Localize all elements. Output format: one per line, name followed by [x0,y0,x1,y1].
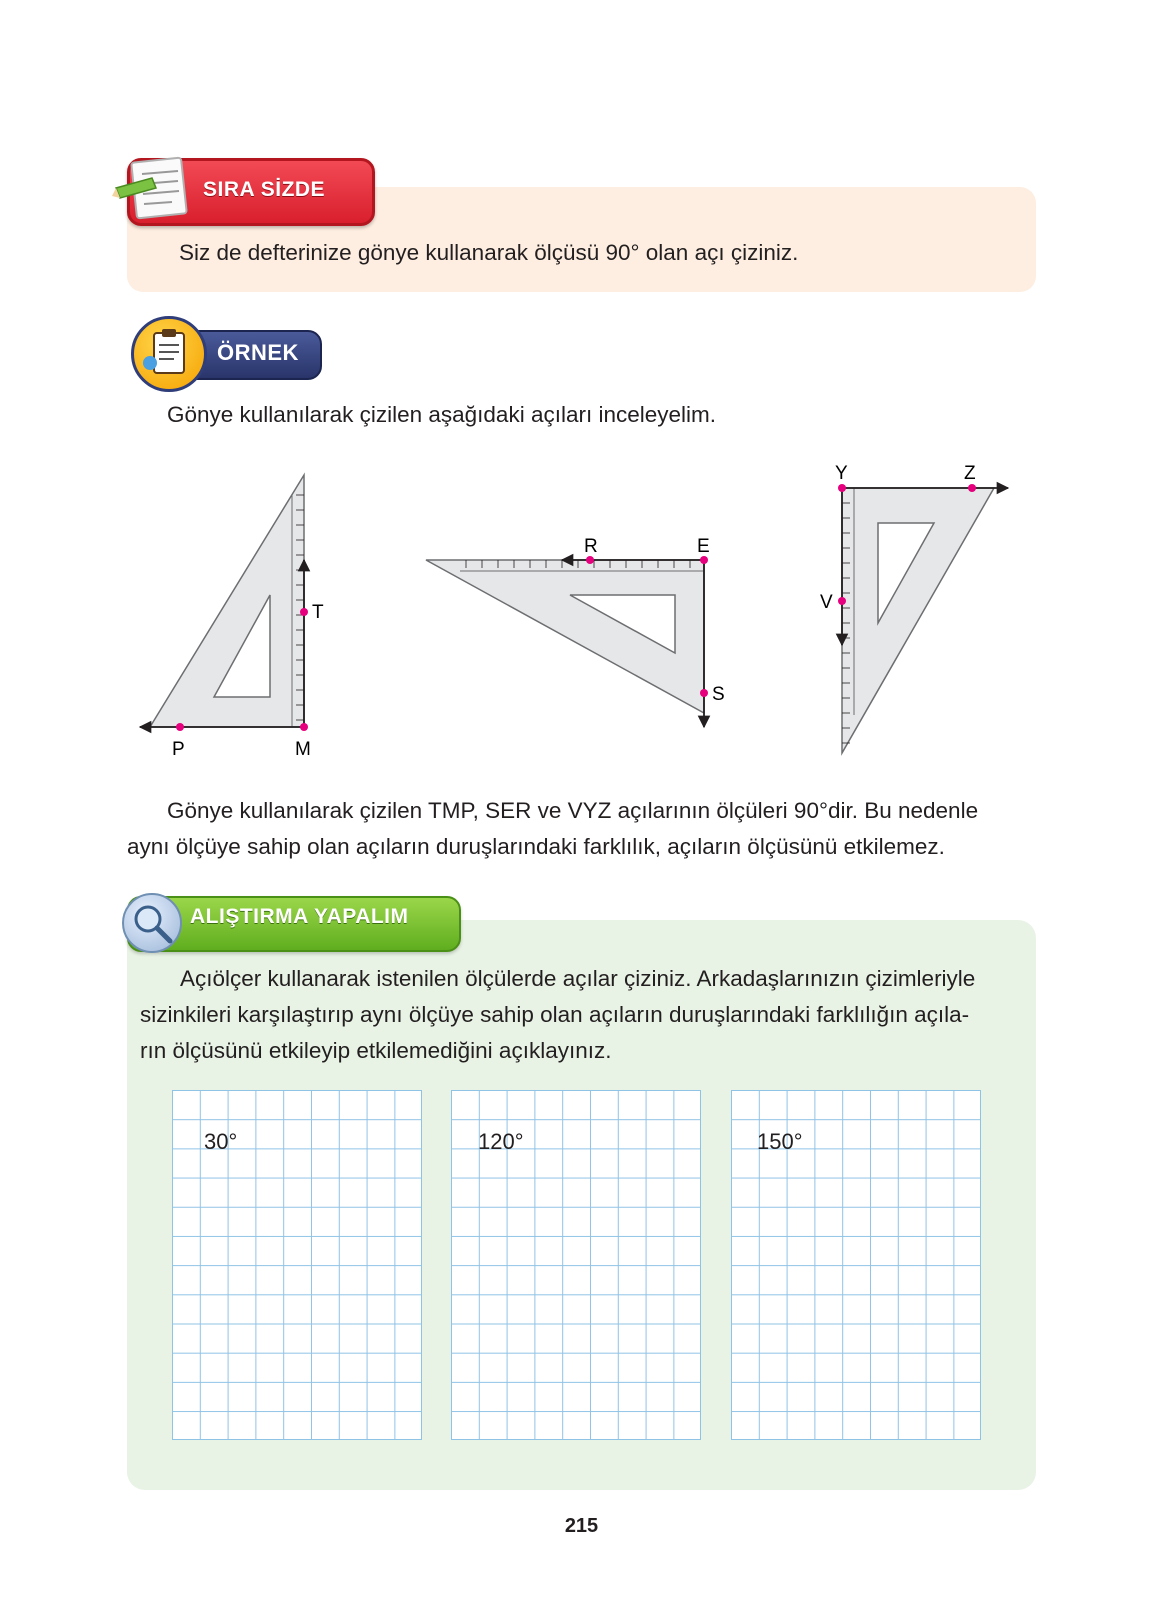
ornek-paragraph-line-2: aynı ölçüye sahip olan açıların duruşlarındaki farklılık, açıların ölçüsünü etkilemez. [127,834,945,859]
label-e: E [697,536,710,557]
label-m: M [295,739,311,760]
label-z: Z [964,465,976,484]
label-v: V [820,592,833,613]
label-p: P [172,739,185,760]
sira-sizde-text: Siz de defterinize gönye kullanarak ölçüsü 90° olan açı çiziniz. [179,240,799,265]
ornek-paragraph-line-1: Gönye kullanılarak çizilen TMP, SER ve VYZ açılarının ölçüleri 90°dir. Bu nedenle [167,798,979,823]
set-square-tmp [140,475,324,760]
sira-sizde-title: SIRA SİZDE [203,178,326,201]
magnifier-icon [122,893,182,953]
grid-label-150: 150° [757,1129,803,1154]
label-s: S [712,684,725,705]
ornek-title: ÖRNEK [217,340,299,365]
grid-label-30: 30° [204,1129,238,1154]
alistirma-title: ALIŞTIRMA YAPALIM [190,905,409,928]
label-r: R [584,536,598,557]
alistirma-line-1: Açıölçer kullanarak istenilen ölçülerde açılar çiziniz. Arkadaşlarınızın çizimleriyle [180,966,976,991]
page-number: 215 [564,1515,599,1537]
alistirma-line-2: sizinkileri karşılaştırıp aynı ölçüye sahip olan açıların duruşlarındaki farklılığın açıla- [140,1002,970,1027]
set-square-ser [426,536,725,727]
set-square-figure [130,465,1020,775]
label-t: T [312,602,324,623]
grid-label-120: 120° [478,1129,524,1154]
pencil-paper-icon [112,156,192,222]
ornek-intro: Gönye kullanılarak çizilen aşağıdaki açıları inceleyelim. [167,402,717,427]
alistirma-line-3: rın ölçüsünü etkileyip etkilemediğini açıklayınız. [140,1038,612,1063]
label-y: Y [835,465,848,484]
clipboard-icon [131,316,207,392]
set-square-vyz [820,465,1008,753]
